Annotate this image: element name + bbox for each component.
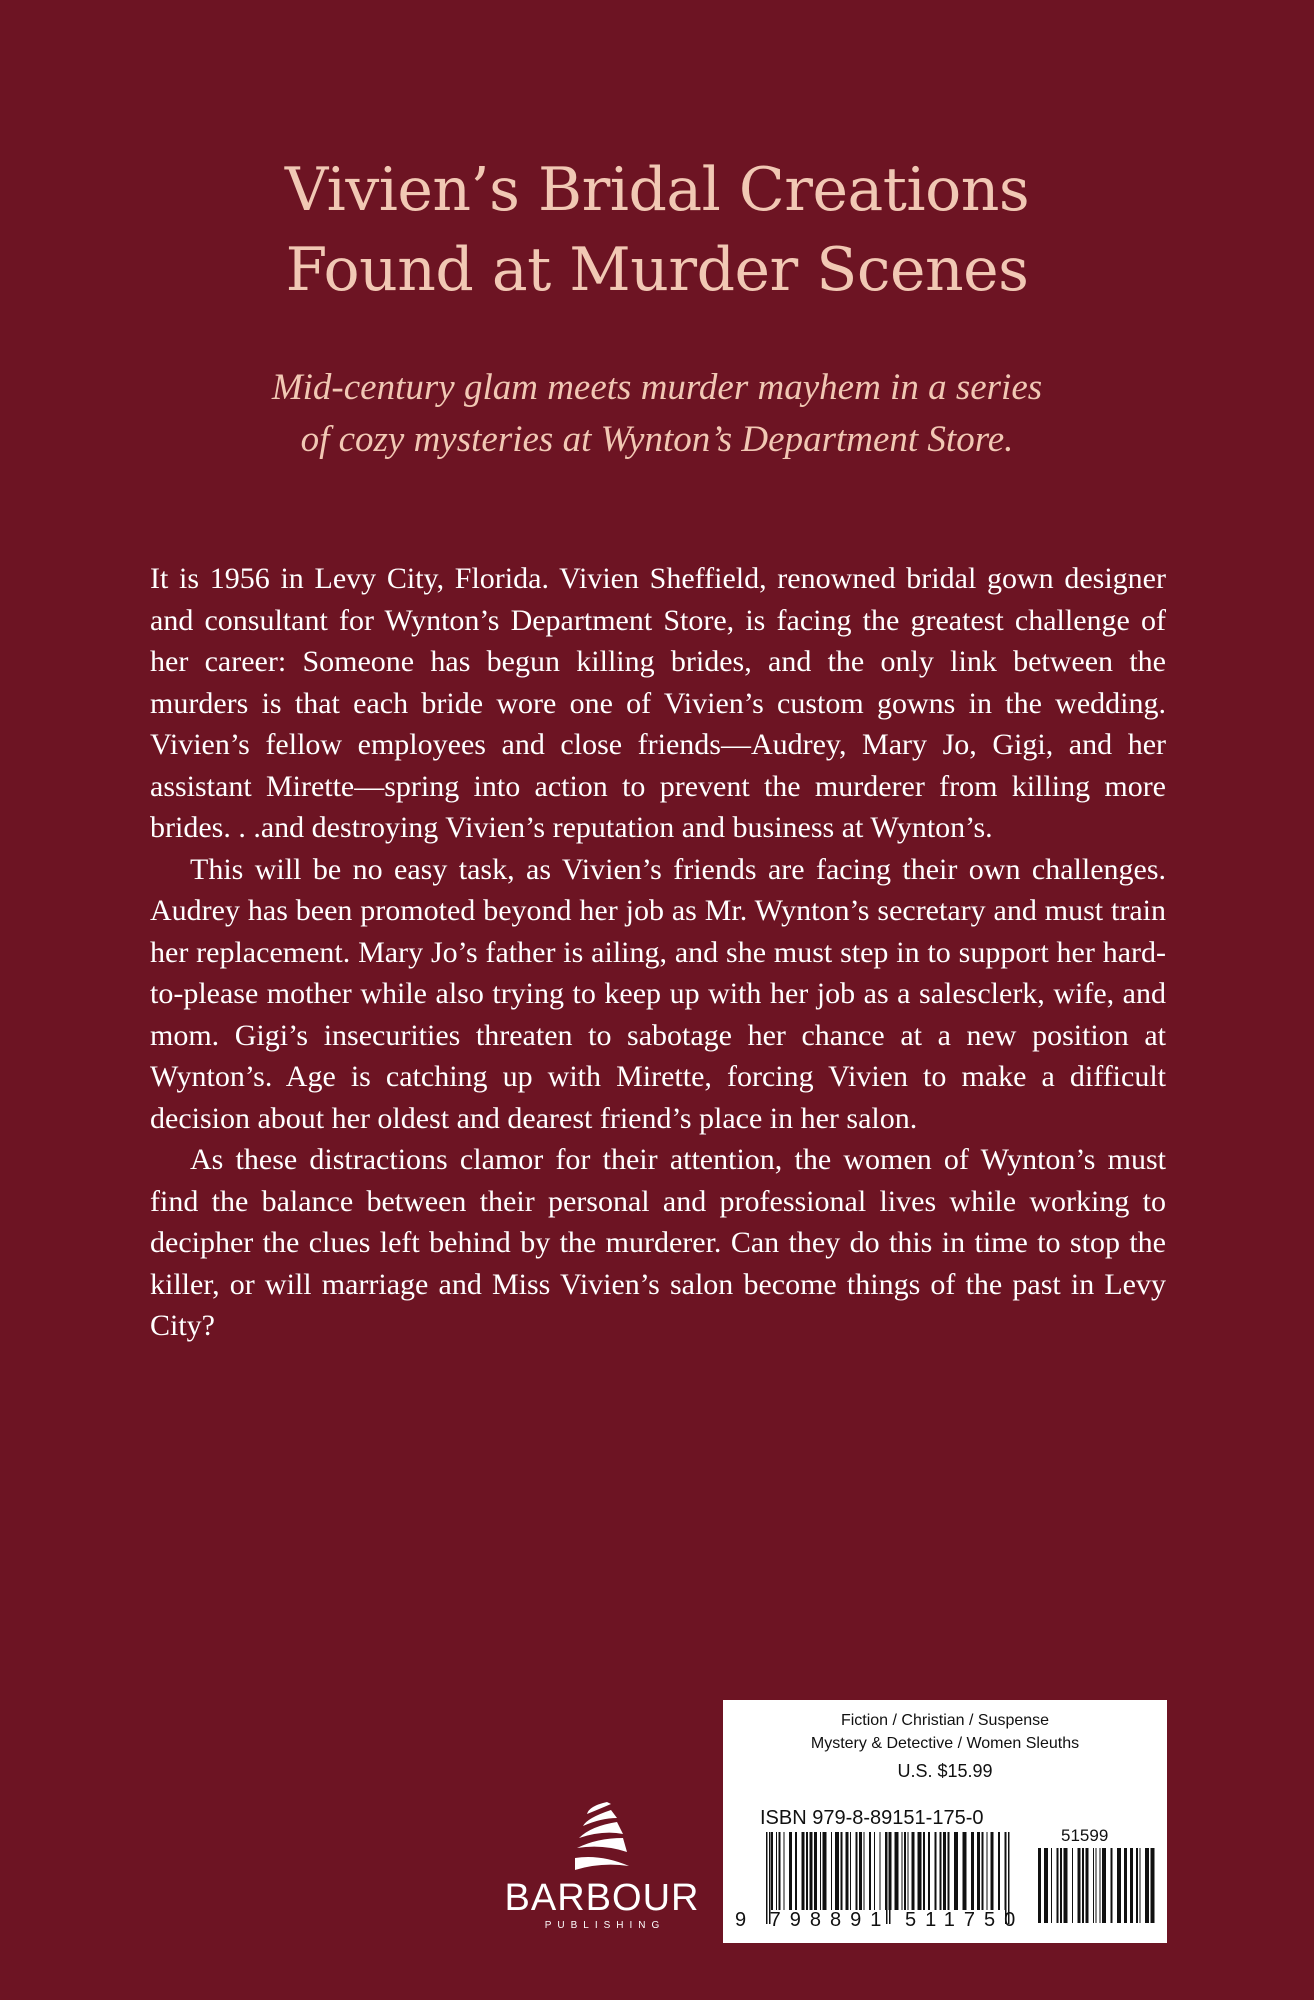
barcode-bar [1111, 1848, 1113, 1923]
barcode-bar [864, 1832, 865, 1910]
barcode-bar [880, 1832, 881, 1910]
tagline [0, 362, 1314, 466]
barcode-bar [806, 1832, 808, 1910]
tagline-line-2: of cozy mysteries at Wynton’s Department Store. [300, 419, 1014, 460]
barcode-bar [841, 1832, 843, 1910]
bisac-category-1: Fiction / Christian / Suspense [840, 1712, 1050, 1729]
description-paragraph: As these distractions clamor for their attention, the women of Wynton’s must find the balance between their personal and professional lives while working to decipher the clues left behind by the murderer. Can they do this in time to stop the killer, or will marriage and Miss Vivien’s salon become things of the past in Levy City? [150, 1143, 1166, 1342]
price: U.S. $15.99 [897, 1761, 993, 1781]
barcode-bar [1082, 1848, 1084, 1923]
barcode-bar [1130, 1848, 1133, 1923]
bisac-category-2: Mystery & Detective / Women Sleuths [810, 1735, 1080, 1752]
barcode-bar [940, 1832, 942, 1910]
title-line-2: Found at Murder Scenes [285, 235, 1029, 305]
barcode-bar [912, 1832, 915, 1910]
barcode-bar [820, 1832, 821, 1910]
description-paragraph: It is 1956 in Levy City, Florida. Vivien Sheffield, renowned bridal gown designer and consultant for Wynton’s Department Store, is facing the greatest challenge of her career: Someone has begun killing brides, and the only link between the murders is that each bride wore one of Vivien’s custom gowns in the wedding. Vivien’s fellow employees and close friends—Audrey, Mary Jo, Gigi, and her assistant Mirette—spring into action to prevent the murderer from killing more brides. . .and destroying Vivien’s reputation and business at Wynton’s. [150, 562, 1166, 844]
barcode-bar [1038, 1848, 1041, 1923]
barcode-bar [977, 1832, 980, 1910]
barcode-bar [1072, 1848, 1073, 1923]
barcode-bar [850, 1832, 851, 1910]
barcode-bar [869, 1832, 871, 1910]
barcode-bar [1096, 1848, 1097, 1923]
barcode-bar [856, 1832, 858, 1910]
barcode-box [723, 1700, 1167, 1943]
barcode-bar [1078, 1848, 1081, 1923]
barcode-bar [835, 1832, 839, 1910]
barcode-bar [859, 1832, 862, 1910]
barcode-bar [1064, 1848, 1068, 1923]
barcode-bar [908, 1832, 909, 1910]
barcode-bar [923, 1832, 925, 1910]
barcode-bar [918, 1832, 922, 1910]
barcode-bar [902, 1832, 903, 1910]
barcode-bar [948, 1832, 950, 1910]
barcode-bar [1102, 1848, 1106, 1923]
barcode-bar [802, 1832, 805, 1910]
barcode-bar [1140, 1848, 1141, 1923]
tagline-line-1: Mid-century glam meets murder mayhem in a series [271, 367, 1043, 408]
barcode-bar [904, 1832, 906, 1910]
barcode-bar [789, 1832, 792, 1910]
description-paragraph: This will be no easy task, as Vivien’s friends are facing their own challenges. Audrey has been promoted beyond her job as Mr. Wynton’s secretary and must train her replacement. Mary Jo’s father is ailing, and she must step in to support her hard-to-please mother while also trying to keep up with her job as a salesclerk, wife, and mom. Gigi’s insecurities threaten to sabotage her chance at a new position at Wynton’s. Age is catching up with Mirette, forcing Vivien to make a difficult decision about her oldest and dearest friend’s place in her salon. [150, 852, 1166, 1135]
barcode-bar [771, 1832, 773, 1910]
barcode-bar [814, 1832, 817, 1910]
barcode-bar [846, 1832, 849, 1910]
barcode-bar [1057, 1848, 1059, 1923]
barcode-bar [1086, 1848, 1089, 1923]
barcode-bar [1117, 1848, 1121, 1923]
barcode-bar [1145, 1848, 1149, 1923]
barcode-bar [928, 1832, 930, 1910]
barcode-bar [1051, 1848, 1052, 1923]
barcode-bar [963, 1832, 967, 1910]
barcode-bar [1151, 1848, 1155, 1923]
barcode-bar [784, 1832, 785, 1910]
barcode-digits: 9 798891 511750 [735, 1909, 1025, 1931]
barcode-bar [895, 1832, 899, 1910]
barcode-bar [776, 1832, 777, 1910]
barcode-bar [1093, 1848, 1094, 1923]
barcode-bar [1044, 1848, 1048, 1923]
barcode-bar [795, 1832, 797, 1910]
barcode-bar [971, 1832, 974, 1910]
barcode-bar [1100, 1848, 1101, 1923]
barcode-bar [810, 1832, 813, 1910]
barcode-bar [954, 1832, 958, 1910]
isbn: ISBN 979-8-89151-175-0 [760, 1807, 984, 1829]
barcode-bar [779, 1832, 781, 1910]
publisher-name: BARBOUR [504, 1877, 700, 1919]
addon-code: 51599 [1061, 1826, 1109, 1845]
barcode-bar [943, 1832, 946, 1910]
barcode-bar [1136, 1848, 1138, 1923]
barcode-bar [991, 1832, 994, 1910]
publisher-logo [502, 1800, 702, 1931]
barcode-icon [723, 1700, 1167, 1943]
barcode-bar [874, 1832, 875, 1910]
book-title [0, 150, 1314, 310]
barcode-bar [831, 1832, 832, 1910]
barcode-bar [998, 1832, 1000, 1910]
book-fan-icon [567, 1800, 637, 1872]
title-line-1: Vivien’s Bridal Creations [284, 155, 1030, 225]
barcode-bar [1060, 1848, 1062, 1923]
barcode-bar [935, 1832, 937, 1910]
barcode-bar [1124, 1848, 1127, 1923]
barcode-bar [987, 1832, 988, 1910]
barcode-bar [982, 1832, 984, 1910]
description [150, 558, 1166, 1347]
barcode-bar [823, 1832, 827, 1910]
publisher-sub: PUBLISHING [544, 1920, 666, 1931]
